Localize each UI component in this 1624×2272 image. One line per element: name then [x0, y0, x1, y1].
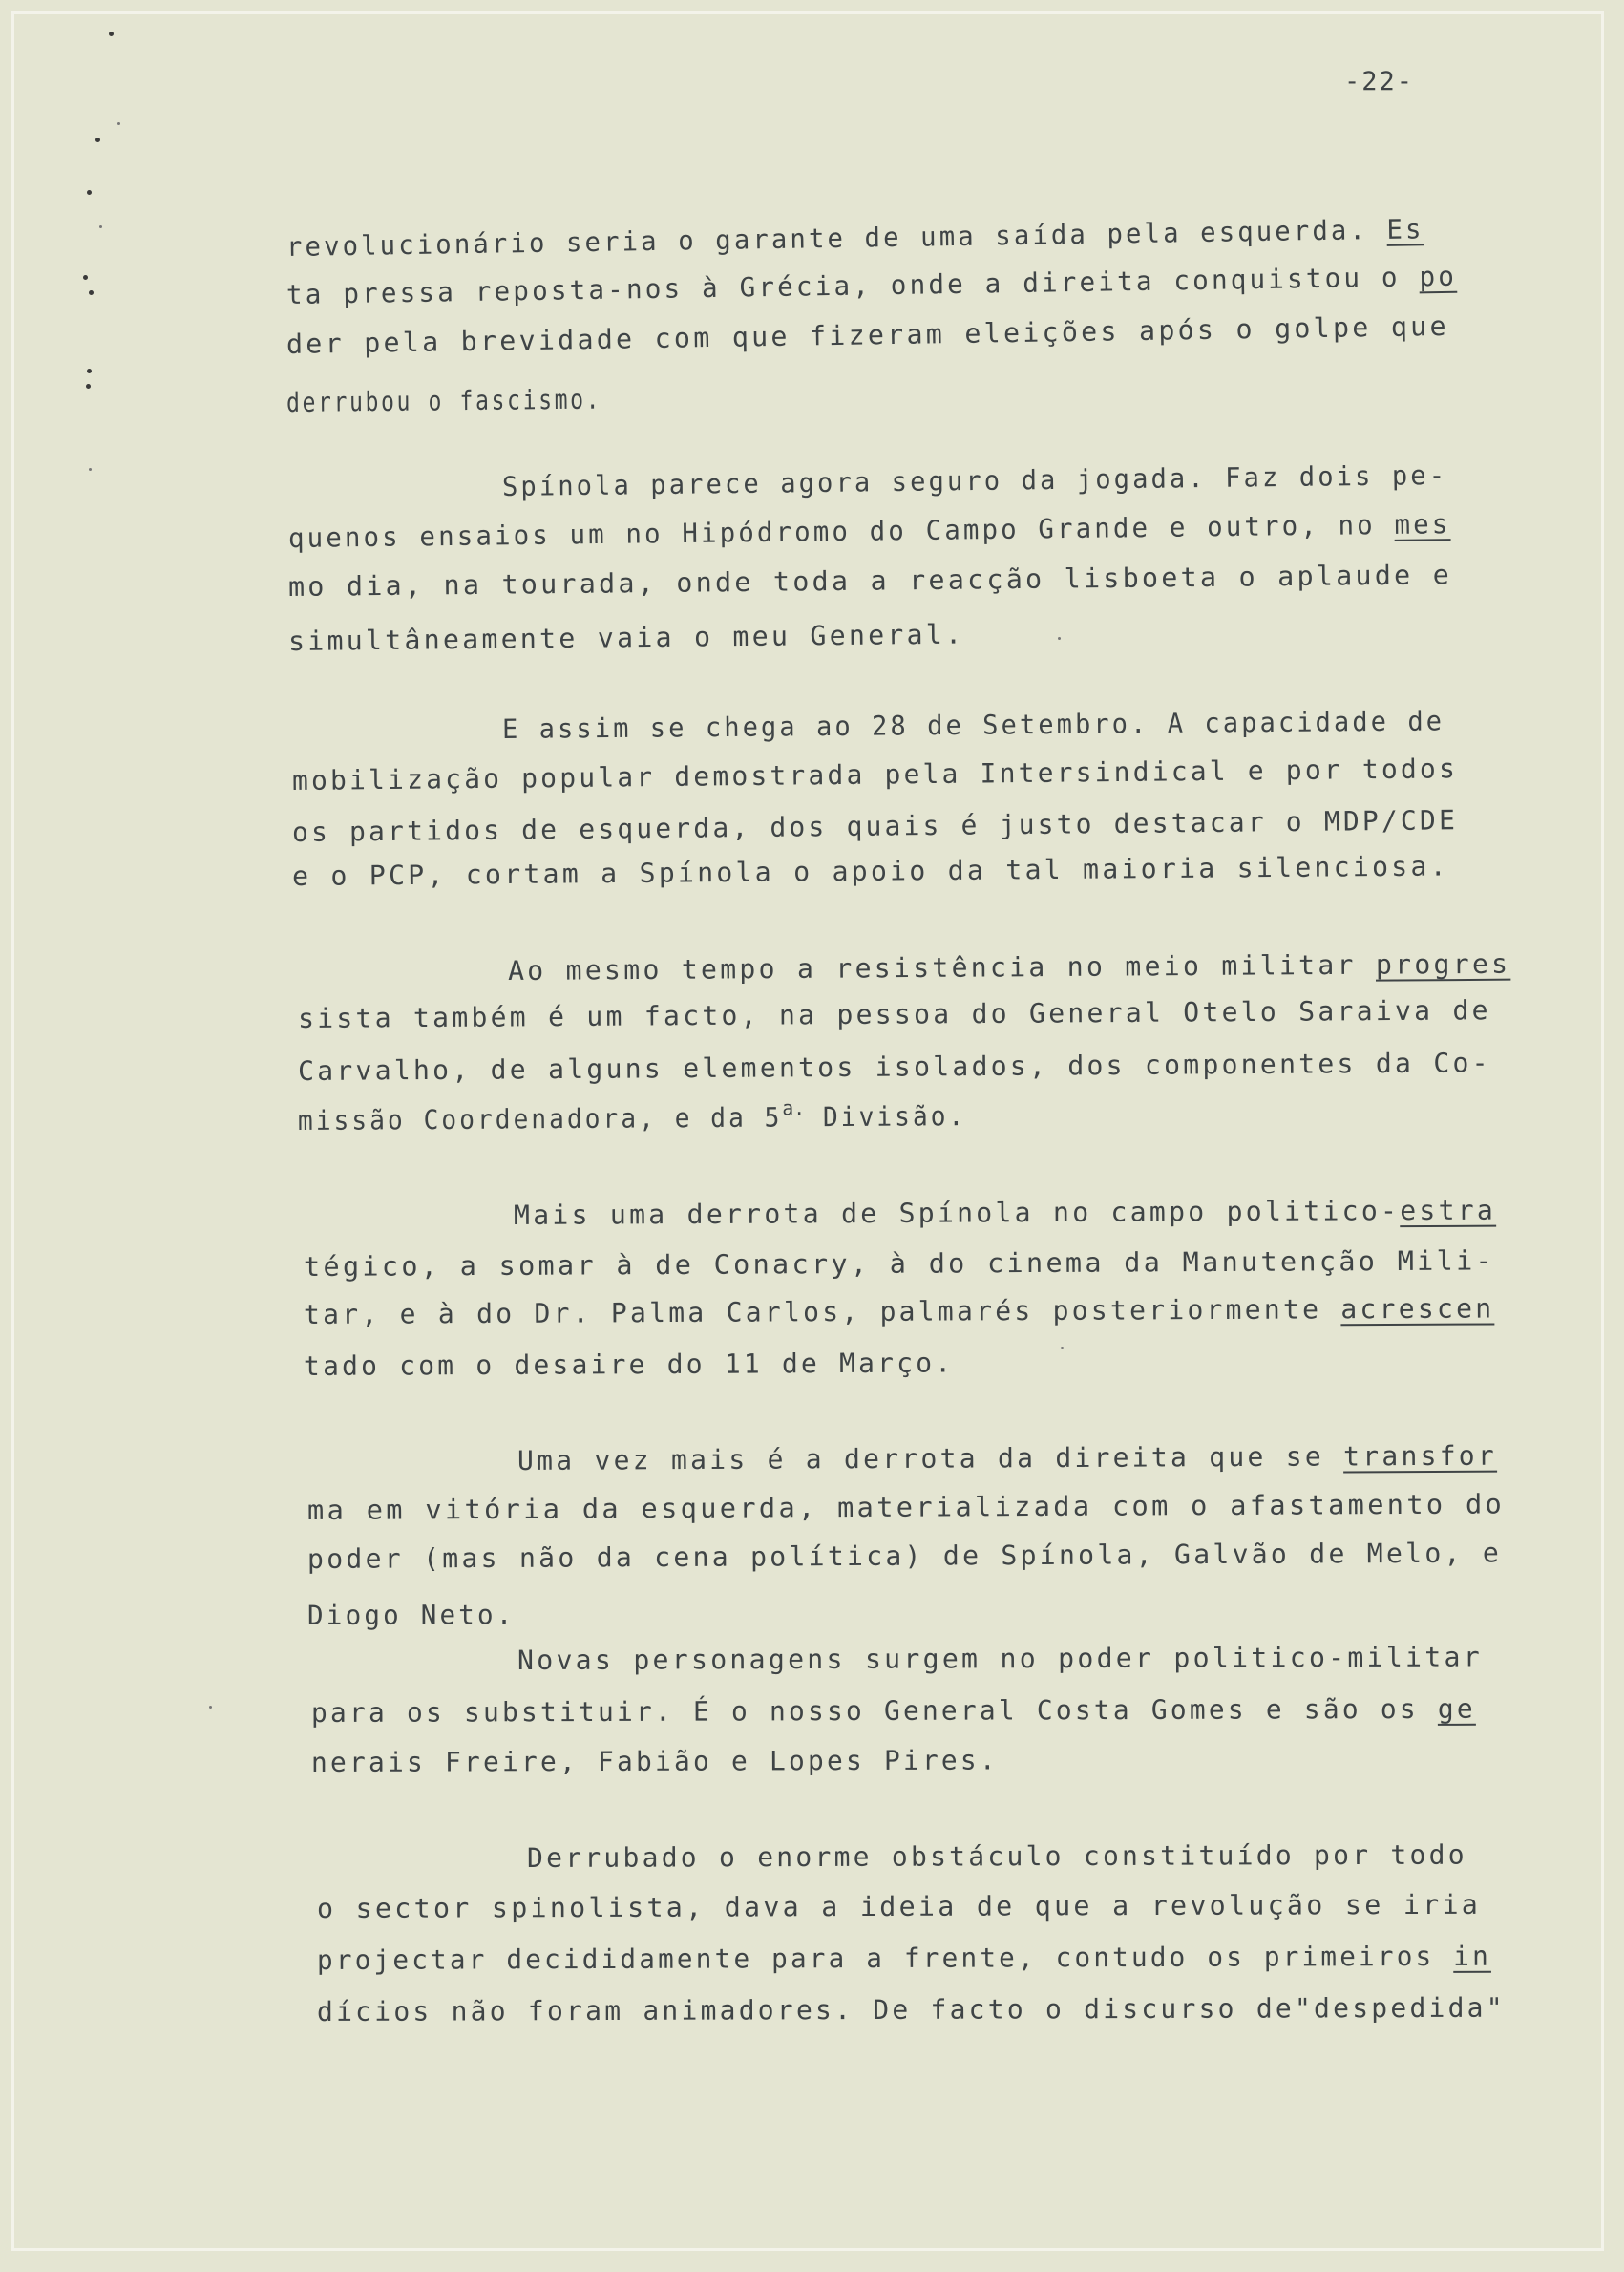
line-text: Ao mesmo tempo a resistência no meio militar: [507, 948, 1377, 987]
text-line: [317, 1941, 1491, 1977]
ordinal-superscript: a.: [782, 1096, 806, 1120]
text-line: [517, 1641, 1483, 1677]
line-text: tar, e à do Dr. Palma Carlos, palmarés posteriormente: [303, 1293, 1341, 1330]
stray-mark: [209, 1706, 212, 1709]
line-text: sista também é um facto, na pessoa do General Otelo Saraiva de: [297, 994, 1491, 1034]
text-line: [304, 1244, 1495, 1284]
text-line: [307, 1599, 516, 1632]
line-text: tado com o desaire do 11 de Março.: [303, 1347, 955, 1382]
line-text: Novas personagens surgem no poder politico-militar: [517, 1641, 1483, 1676]
binding-dot: [109, 32, 114, 36]
binding-dot: [89, 290, 94, 295]
line-text: revolucionário seria o garante de uma saída pela esquerda.: [285, 213, 1387, 263]
line-text: o sector spinolista, dava a ideia de que a revolução se iria: [316, 1888, 1482, 1924]
hyphenation-underline: acrescen: [1340, 1292, 1495, 1326]
line-text: tégico, a somar à de Conacry, à do cinema da Manutenção Mili-: [303, 1244, 1496, 1283]
text-line: [517, 1440, 1497, 1477]
line-text: Spínola parece agora seguro da jogada. Faz dois pe-: [501, 458, 1448, 502]
text-line: [304, 1292, 1494, 1331]
line-text: mobilização popular demostrada pela Intersindical e por todos: [291, 753, 1459, 796]
hyphenation-underline: ge: [1437, 1692, 1476, 1725]
line-text: derrubou o fascismo.: [285, 383, 602, 418]
hyphenation-underline: transfor: [1342, 1439, 1498, 1473]
line-text: mo dia, na tourada, onde toda a reacção lisboeta o aplaude e: [287, 559, 1453, 603]
text-line: [311, 1693, 1476, 1730]
stray-mark: [1061, 1347, 1064, 1349]
text-line: [307, 1537, 1502, 1576]
line-text: E assim se chega ao 28 de Setembro. A capacidade de: [501, 705, 1445, 745]
text-line: [317, 1889, 1481, 1925]
line-text: der pela brevidade com que fizeram eleições após o golpe que: [285, 309, 1449, 360]
line-text: e o PCP, cortam a Spínola o apoio da tal maioria silenciosa.: [291, 850, 1449, 892]
line-text: nerais Freire, Fabião e Lopes Pires.: [310, 1744, 999, 1778]
binding-dot: [86, 384, 91, 389]
text-line: [514, 1195, 1496, 1232]
line-text: Carvalho, de alguns elementos isolados, dos componentes da Co-: [297, 1047, 1491, 1087]
line-text: ma em vitória da esquerda, materializada com o afastamento do: [306, 1488, 1506, 1526]
text-line: [304, 1347, 954, 1383]
line-text: Diogo Neto.: [306, 1599, 516, 1631]
binding-dot: [87, 369, 92, 373]
binding-mark: [117, 122, 120, 125]
text-line: [311, 1744, 999, 1779]
line-text: Uma vez mais é a derrota da direita que se: [517, 1440, 1344, 1476]
line-text: para os substituir. É o nosso General Costa Gomes e são os: [310, 1692, 1438, 1729]
hyphenation-underline: in: [1453, 1940, 1491, 1972]
text-line: [527, 1839, 1467, 1875]
line-text: dícios não foram animadores. De facto o discurso de"despedida": [316, 1991, 1506, 2028]
hyphenation-underline: progres: [1375, 947, 1511, 981]
line-text: Mais uma derrota de Spínola no campo politico-: [513, 1195, 1401, 1231]
hyphenation-underline: Es: [1386, 213, 1424, 245]
line-text: missão Coordenadora, e da 5: [297, 1101, 783, 1136]
line-text: poder (mas não da cena política) de Spínola, Galvão de Melo, e: [306, 1537, 1503, 1575]
text-line: [286, 384, 601, 419]
stray-mark: [1058, 637, 1061, 640]
binding-dot: [87, 190, 92, 195]
line-text: projectar decididamente para a frente, contudo os primeiros: [316, 1940, 1454, 1976]
binding-dot: [83, 275, 88, 280]
line-text: simultâneamente vaia o meu General.: [287, 618, 965, 657]
binding-mark: [99, 225, 102, 228]
line-text: os partidos de esquerda, dos quais é justo destacar o MDP/CDE: [291, 804, 1459, 848]
text-line: [297, 1096, 967, 1139]
hyphenation-underline: estra: [1400, 1194, 1497, 1227]
binding-dot: [95, 138, 100, 142]
binding-mark: [89, 468, 92, 471]
line-text: quenos ensaios um no Hipódromo do Campo Grande e outro, no: [287, 508, 1395, 554]
hyphenation-underline: po: [1419, 260, 1458, 293]
text-line: [317, 1992, 1506, 2028]
line-text: Derrubado o enorme obstáculo constituído por todo: [526, 1838, 1467, 1874]
text-line: [307, 1488, 1505, 1527]
line-text: ta pressa reposta-nos à Grécia, onde a direita conquistou o: [285, 261, 1420, 310]
page-number: -22-: [1344, 67, 1415, 96]
hyphenation-underline: mes: [1394, 508, 1451, 541]
line-text-tail: Divisão.: [805, 1100, 967, 1134]
